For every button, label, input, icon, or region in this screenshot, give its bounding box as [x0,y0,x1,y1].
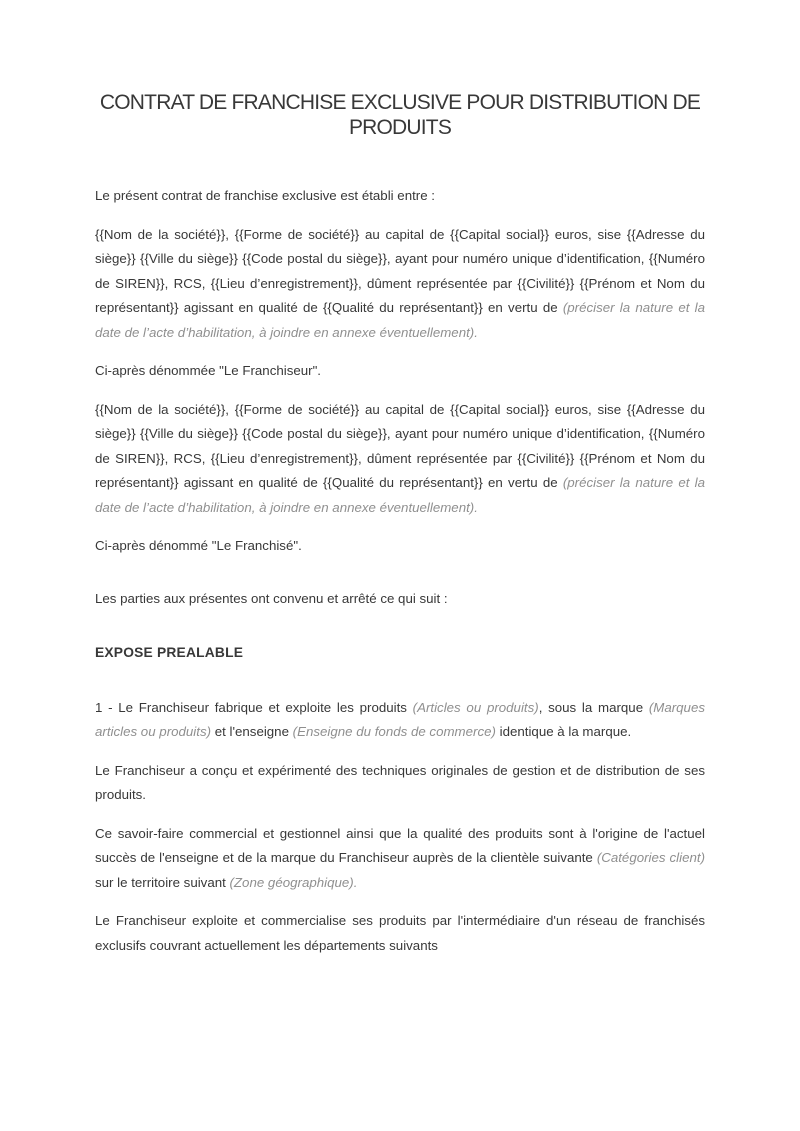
paragraph-franchisor-designation [95,359,705,384]
text-run: identique à la marque. [495,724,632,739]
text-run: Le présent contrat de franchise exclusive est établi entre : [95,188,435,203]
paragraph-agreement-clause [95,587,705,612]
text-run: 1 - Le Franchiseur fabrique et exploite les produits [95,699,413,715]
placeholder-text: (Catégories client) [596,850,705,865]
placeholder-text: (préciser la nature et la date de l’acte d’habilitation, à joindre en annexe éventuellement). [95,300,705,340]
paragraph-franchisee-identification [95,398,705,521]
paragraph-franchisee-designation [95,534,705,559]
text-run: Les parties aux présentes ont convenu et arrêté ce qui suit : [95,590,448,606]
paragraph-intro [95,184,705,209]
text-run: Ci-après dénommé "Le Franchisé". [95,538,302,553]
text-run: et l'enseigne [211,724,293,739]
text-run: {{Nom de la société}}, {{Forme de société}} au capital de {{Capital social}} euros, sise {{Adresse du siège}} {{Ville du siège}} {{Code postal du siège}}, ayant pour numéro unique d’identification, {{Numéro de SIREN}}, RCS, {{Lieu d’enregistrement}}, dûment représentée par {{Civilité}} {{Prénom et Nom du représentant}} agissant en qualité de {{Qualité du représentant}} en vertu de [95,226,705,315]
text-run: Ci-après dénommée "Le Franchiseur". [95,363,321,378]
text-run: Le Franchiseur a conçu et expérimenté des techniques originales de gestion et de distribution de ses produits. [95,762,705,802]
paragraph-expose-2 [95,759,705,808]
text-run: Le Franchiseur exploite et commercialise ses produits par l'intermédiaire d'un réseau de franchisés exclusifs couvrant actuellement les départements suivants [95,913,705,953]
paragraph-expose-3 [95,822,705,896]
placeholder-text: (Zone géographique). [229,874,358,890]
placeholder-text: (Articles ou produits) [412,699,539,715]
placeholder-text: (Marques articles ou produits) [95,699,705,739]
placeholder-text: (Enseigne du fonds de commerce) [292,724,496,739]
placeholder-text: (préciser la nature et la date de l’acte d’habilitation, à joindre en annexe éventuellement). [95,475,705,515]
paragraph-franchisor-identification [95,223,705,346]
text-run: EXPOSE PREALABLE [95,645,244,660]
paragraph-expose-1 [95,696,705,745]
text-run: {{Nom de la société}}, {{Forme de société}} au capital de {{Capital social}} euros, sise {{Adresse du siège}} {{Ville du siège}} {{Code postal du siège}}, ayant pour numéro unique d’identification, {{Numéro de SIREN}}, RCS, {{Lieu d’enregistrement}}, dûment représentée par {{Civilité}} {{Prénom et Nom du représentant}} agissant en qualité de {{Qualité du représentant}} en vertu de [95,401,705,490]
paragraph-expose-4 [95,909,705,958]
section-heading-expose-prealable [95,641,705,666]
text-run: , sous la marque [538,699,649,715]
document-title: CONTRAT DE FRANCHISE EXCLUSIVE POUR DISTRIBUTION DE PRODUITS [99,91,701,139]
text-run: sur le territoire suivant [95,874,230,890]
text-run: Ce savoir-faire commercial et gestionnel ainsi que la qualité des produits sont à l'origine de l'actuel succès de l'enseigne et de la marque du Franchiseur auprès de la clientèle suivante [95,825,705,865]
